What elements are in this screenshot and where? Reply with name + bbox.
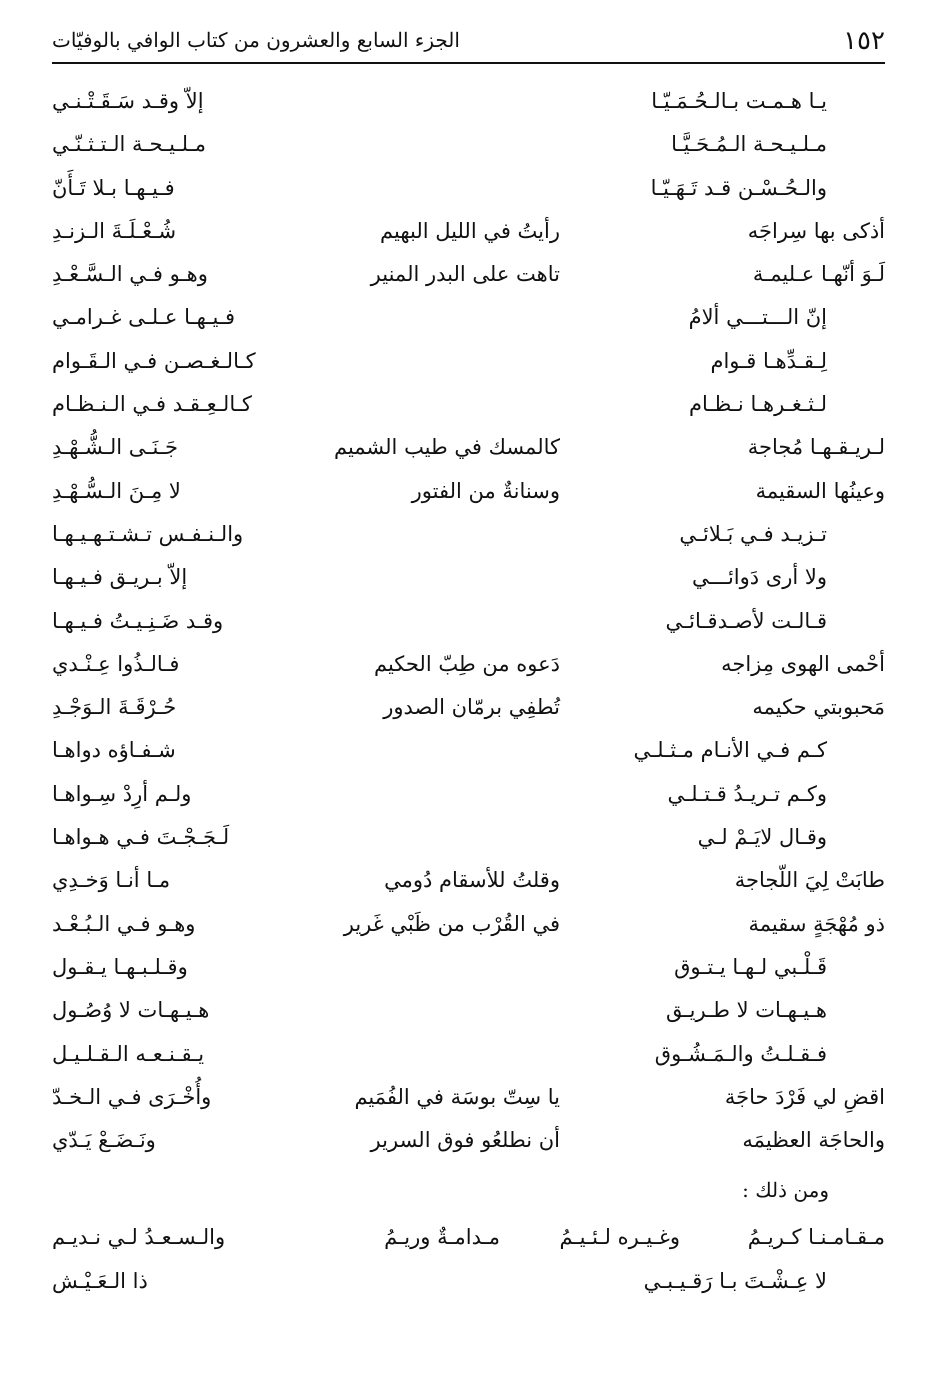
verse-line bbox=[52, 1076, 885, 1119]
verse-segment: ولا أرى دَوائـــي bbox=[691, 565, 827, 590]
verse-segment: ذو مُهْجَةٍ سقيمة bbox=[748, 911, 885, 936]
verse-line bbox=[52, 513, 885, 556]
verse-segment: مَحبوبتي حكيمه bbox=[752, 695, 885, 720]
verse-segment: مـدامـةٌ وريـمُ bbox=[384, 1225, 500, 1249]
verse-line bbox=[52, 1033, 885, 1076]
verse-segment: لا عِـشْـتَ بـا رَقـيـبـي bbox=[643, 1269, 827, 1293]
verse-segment: وقـال لايَـمْ لـي bbox=[697, 825, 827, 850]
verse-segment: يـا هـمـت بـالـحُـمَـيّـا bbox=[651, 89, 827, 113]
poem-verses bbox=[52, 80, 885, 1162]
verse-line bbox=[52, 946, 885, 989]
verse-line bbox=[52, 210, 885, 253]
verse-segment: إلاّ بـريـق فـيـهـا bbox=[52, 565, 188, 590]
verse-line bbox=[52, 80, 885, 123]
verse-line bbox=[52, 859, 885, 902]
final-verses bbox=[52, 1220, 885, 1308]
verse-line bbox=[52, 556, 885, 599]
verse-segment: في القُرْب من ظَبْي غَرير bbox=[343, 911, 560, 936]
verse-segment: وكـم تـريـدُ قـتـلـي bbox=[667, 781, 827, 806]
verse-line bbox=[52, 167, 885, 210]
verse-segment: يـقـنـعـه الـقـلـيـل bbox=[52, 1041, 205, 1066]
verse-segment: وقـد ضَـنِـيـتُ فـيـهـا bbox=[52, 608, 224, 633]
verse-segment: وقلتُ للأسقام دُومي bbox=[384, 868, 560, 893]
verse-segment: والحاجَة العظيمَه bbox=[742, 1128, 885, 1153]
verse-line bbox=[52, 600, 885, 643]
final-verse-line bbox=[52, 1220, 885, 1264]
verse-segment: لا مِـنَ الـسُّـهْـدِ bbox=[52, 478, 181, 503]
verse-segment: حُـرْقَـةَ الـوَجْـدِ bbox=[52, 695, 177, 720]
verse-segment: تـزيـد فـي بَـلائـي bbox=[679, 521, 827, 546]
verse-line bbox=[52, 123, 885, 166]
verse-line bbox=[52, 470, 885, 513]
verse-line bbox=[52, 296, 885, 339]
verse-segment: كـالـغـصـن فـي الـقَـوام bbox=[52, 348, 256, 373]
verse-segment: يا سِتّ بوسَة في الفُمَيم bbox=[354, 1084, 560, 1109]
verse-segment: قَـلْـبي لـهـا يـتـوق bbox=[674, 954, 827, 979]
verse-segment: وغـيـره لـئـيـمُ bbox=[559, 1225, 680, 1249]
verse-segment: والـنـفـس تـشـتـهـيـهـا bbox=[52, 521, 244, 546]
verse-segment: إلاّ وقـد سَـقَـتْـنـي bbox=[52, 89, 204, 113]
verse-segment: مـقـامـنـا كـريـمُ bbox=[747, 1225, 885, 1249]
verse-line bbox=[52, 686, 885, 729]
verse-segment: رأيتُ في الليل البهيم bbox=[380, 218, 560, 243]
verse-line bbox=[52, 253, 885, 296]
verse-segment: وسنانةٌ من الفتور bbox=[411, 478, 560, 503]
verse-segment: أحْمى الهوى مِزاجه bbox=[721, 651, 885, 676]
verse-segment: لَـوَ أنّهـا عـليمـة bbox=[752, 262, 885, 287]
verse-segment: وقـلـبـهـا يـقـول bbox=[52, 954, 188, 979]
verse-segment: فـالـذُوا عِـنْـدي bbox=[52, 651, 180, 676]
verse-segment: فـيـهـا عـلـى غـرامـي bbox=[52, 305, 236, 330]
verse-line bbox=[52, 340, 885, 383]
verse-segment: لَـجَـجْـتَ فـي هـواهـا bbox=[52, 825, 230, 850]
verse-segment: هـيـهـات لا طـريـق bbox=[665, 998, 827, 1023]
verse-segment: والـسـعـدُ لـي نـديـم bbox=[52, 1225, 226, 1249]
verse-segment: ولـم أرِدْ سِـواهـا bbox=[52, 781, 192, 806]
verse-line bbox=[52, 643, 885, 686]
verse-segment: شـفـاؤه دواهـا bbox=[52, 738, 176, 763]
section-intro: ومن ذلك : bbox=[742, 1178, 829, 1202]
verse-segment: اقضِ لي فَرْدَ حاجَة bbox=[724, 1084, 885, 1109]
verse-segment: هـيـهـات لا وُصُـول bbox=[52, 998, 210, 1023]
verse-line bbox=[52, 989, 885, 1032]
verse-line bbox=[52, 1119, 885, 1162]
verse-segment: شُـعْـلَـةَ الـزنـدِ bbox=[52, 218, 177, 243]
verse-segment: تاهت على البدر المنير bbox=[370, 262, 560, 287]
verse-segment: لِـقـدِّهـا قـوام bbox=[710, 348, 827, 373]
running-title: الجزء السابع والعشرون من كتاب الوافي بالوفيّات bbox=[52, 28, 460, 52]
verse-segment: لـريـقـهـا مُجاجة bbox=[747, 435, 885, 460]
page-header bbox=[52, 22, 885, 64]
verse-segment: فـيـهـا بـلا تَـأَنّ bbox=[52, 175, 175, 200]
page-number: ١٥٢ bbox=[843, 26, 885, 56]
verse-line bbox=[52, 426, 885, 469]
verse-segment: إنّ الـــتـــي ألامُ bbox=[688, 305, 827, 330]
verse-line bbox=[52, 903, 885, 946]
verse-line bbox=[52, 816, 885, 859]
verse-segment: كـالـعِـقـد فـي الـنـظـام bbox=[52, 392, 252, 417]
verse-segment: تُطفِي برمّان الصدور bbox=[383, 695, 560, 720]
verse-segment: ونَـضَـعْ يَـدّي bbox=[52, 1128, 156, 1153]
verse-segment: طابَتْ لِيَ اللّجاجة bbox=[734, 868, 885, 893]
verse-segment: والـحُـسْـن قـد تَـهَـيّـا bbox=[650, 175, 827, 200]
verse-segment: وأُخْـرَى فـي الـخـدّ bbox=[52, 1084, 212, 1109]
verse-segment: أذكى بها سِراجَه bbox=[747, 218, 885, 243]
verse-line bbox=[52, 729, 885, 772]
verse-segment: مـا أنـا وَخـدِي bbox=[52, 868, 171, 893]
verse-segment: قـالـت لأصـدقـائـي bbox=[665, 608, 827, 633]
verse-segment: ذا الـعَـيْـش bbox=[52, 1269, 148, 1293]
verse-line bbox=[52, 773, 885, 816]
verse-segment: كـم فـي الأنـام مـثـلـي bbox=[633, 738, 827, 763]
verse-segment: وعينُها السقيمة bbox=[755, 478, 885, 503]
final-verse-line bbox=[52, 1264, 885, 1308]
verse-segment: مـلـيـحـة الـمُـحَـيَّـا bbox=[671, 132, 827, 157]
verse-segment: كالمسك في طيب الشميم bbox=[333, 435, 560, 460]
verse-segment: وهـو فـي الـبُـعْـد bbox=[52, 911, 196, 936]
verse-segment: وهـو فـي الـسَّـعْـدِ bbox=[52, 262, 208, 287]
verse-segment: لـثـغـرهـا نـظـام bbox=[689, 392, 827, 417]
verse-segment: أن نطلعُو فوق السرير bbox=[370, 1128, 560, 1153]
verse-segment: مـلـيـحـة الـتـثـنّـي bbox=[52, 132, 206, 157]
verse-line bbox=[52, 383, 885, 426]
verse-segment: جَـنَـى الـشُّـهْـدِ bbox=[52, 435, 178, 460]
verse-segment: دَعوه من طِبّ الحكيم bbox=[373, 651, 560, 676]
verse-segment: فـقـلـتُ والـمَـشُـوق bbox=[654, 1041, 827, 1066]
